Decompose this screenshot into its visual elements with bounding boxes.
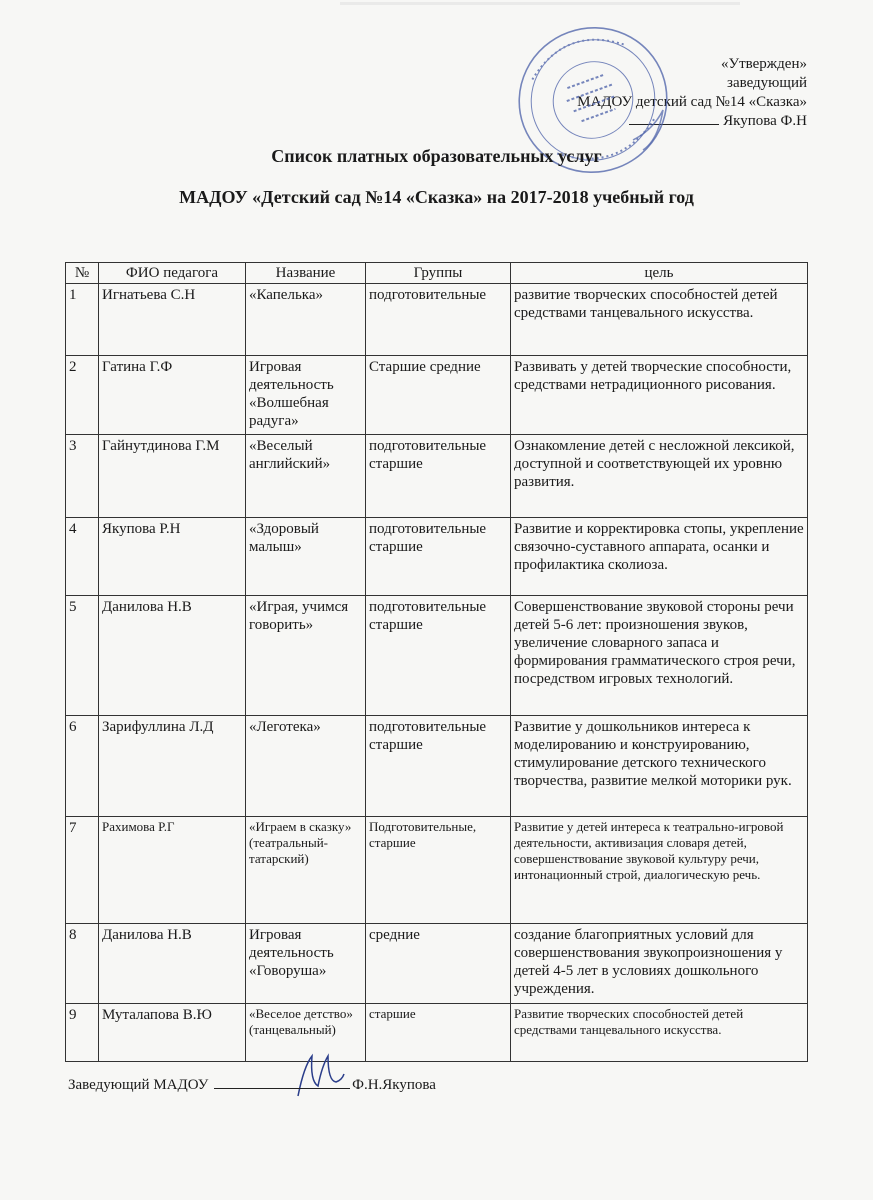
row-goal: Развитие творческих способностей детей средствами танцевального искусства. xyxy=(511,1004,808,1062)
row-teacher: Зарифуллина Л.Д xyxy=(99,716,246,817)
row-groups: подготовительные старшие xyxy=(366,435,511,518)
document-subtitle: МАДОУ «Детский сад №14 «Сказка» на 2017-2018 учебный год xyxy=(179,187,694,207)
row-service-name: «Играя, учимся говорить» xyxy=(246,596,366,716)
table-row xyxy=(66,924,808,1004)
footer-signature-block xyxy=(68,1076,436,1094)
row-goal: создание благоприятных условий для совершенствования звукопроизношения у детей 4-5 лет в условиях дошкольного учреждения. xyxy=(511,924,808,1004)
table-row xyxy=(66,518,808,596)
header-number: № xyxy=(66,263,99,284)
row-number: 8 xyxy=(66,924,99,1004)
row-teacher: Гатина Г.Ф xyxy=(99,356,246,435)
table-header-row xyxy=(66,263,808,284)
row-goal: Развитие у детей интереса к театрально-игровой деятельности, активизация словаря детей, совершенствование звуковой культуру речи, интонационный строй, диалогическую речь. xyxy=(511,817,808,924)
services-table xyxy=(65,262,808,1062)
table-row xyxy=(66,817,808,924)
row-number: 7 xyxy=(66,817,99,924)
header-name: Название xyxy=(246,263,366,284)
table-row xyxy=(66,284,808,356)
row-groups: Подготовительные, старшие xyxy=(366,817,511,924)
approval-line-2: заведующий xyxy=(727,75,807,91)
footer-signature-line xyxy=(214,1076,350,1089)
row-service-name: Игровая деятельность «Волшебная радуга» xyxy=(246,356,366,435)
table-row xyxy=(66,596,808,716)
row-number: 2 xyxy=(66,356,99,435)
row-groups: подготовительные старшие xyxy=(366,716,511,817)
row-service-name: «Капелька» xyxy=(246,284,366,356)
row-goal: развитие творческих способностей детей средствами танцевального искусства. xyxy=(511,284,808,356)
row-teacher: Данилова Н.В xyxy=(99,924,246,1004)
row-number: 9 xyxy=(66,1004,99,1062)
row-goal: Развитие у дошкольников интереса к моделированию и конструированию, стимулирование детского технического творчества, развитие мелкой моторики рук. xyxy=(511,716,808,817)
row-groups: Старшие средние xyxy=(366,356,511,435)
row-number: 6 xyxy=(66,716,99,817)
row-groups: подготовительные старшие xyxy=(366,518,511,596)
row-number: 3 xyxy=(66,435,99,518)
header-groups: Группы xyxy=(366,263,511,284)
scan-artifact xyxy=(340,2,740,5)
row-groups: старшие xyxy=(366,1004,511,1062)
row-service-name: Игровая деятельность «Говоруша» xyxy=(246,924,366,1004)
approver-name: Якупова Ф.Н xyxy=(723,113,807,129)
row-number: 1 xyxy=(66,284,99,356)
row-teacher: Якупова Р.Н xyxy=(99,518,246,596)
header-teacher: ФИО педагога xyxy=(99,263,246,284)
document-title: Список платных образовательных услуг xyxy=(271,146,602,166)
row-service-name: «Леготека» xyxy=(246,716,366,817)
row-teacher: Игнатьева С.Н xyxy=(99,284,246,356)
row-goal: Развивать у детей творческие способности, средствами нетрадиционного рисования. xyxy=(511,356,808,435)
row-goal: Совершенствование звуковой стороны речи детей 5-6 лет: произношения звуков, увеличение словарного запаса и формирования грамматического строя речи, посредством игровых технологий. xyxy=(511,596,808,716)
table-row xyxy=(66,716,808,817)
row-service-name: «Играем в сказку» (театральный-татарский) xyxy=(246,817,366,924)
row-number: 5 xyxy=(66,596,99,716)
approval-line-1: «Утвержден» xyxy=(720,56,807,72)
row-number: 4 xyxy=(66,518,99,596)
row-teacher: Рахимова Р.Г xyxy=(99,817,246,924)
row-groups: средние xyxy=(366,924,511,1004)
row-service-name: «Веселый английский» xyxy=(246,435,366,518)
table-row xyxy=(66,435,808,518)
row-teacher: Муталапова В.Ю xyxy=(99,1004,246,1062)
footer-position: Заведующий МАДОУ xyxy=(68,1077,209,1093)
row-groups: подготовительные старшие xyxy=(366,596,511,716)
row-goal: Ознакомление детей с несложной лексикой, доступной и соответствующей их уровню развития. xyxy=(511,435,808,518)
table-row xyxy=(66,1004,808,1062)
row-service-name: «Здоровый малыш» xyxy=(246,518,366,596)
row-groups: подготовительные xyxy=(366,284,511,356)
footer-name: Ф.Н.Якупова xyxy=(352,1077,436,1093)
row-service-name: «Веселое детство» (танцевальный) xyxy=(246,1004,366,1062)
approval-line-3: МАДОУ детский сад №14 «Сказка» xyxy=(577,94,807,110)
header-goal: цель xyxy=(511,263,808,284)
row-teacher: Гайнутдинова Г.М xyxy=(99,435,246,518)
row-teacher: Данилова Н.В xyxy=(99,596,246,716)
row-goal: Развитие и корректировка стопы, укрепление связочно-суставного аппарата, осанки и профилактика сколиоза. xyxy=(511,518,808,596)
table-row xyxy=(66,356,808,435)
